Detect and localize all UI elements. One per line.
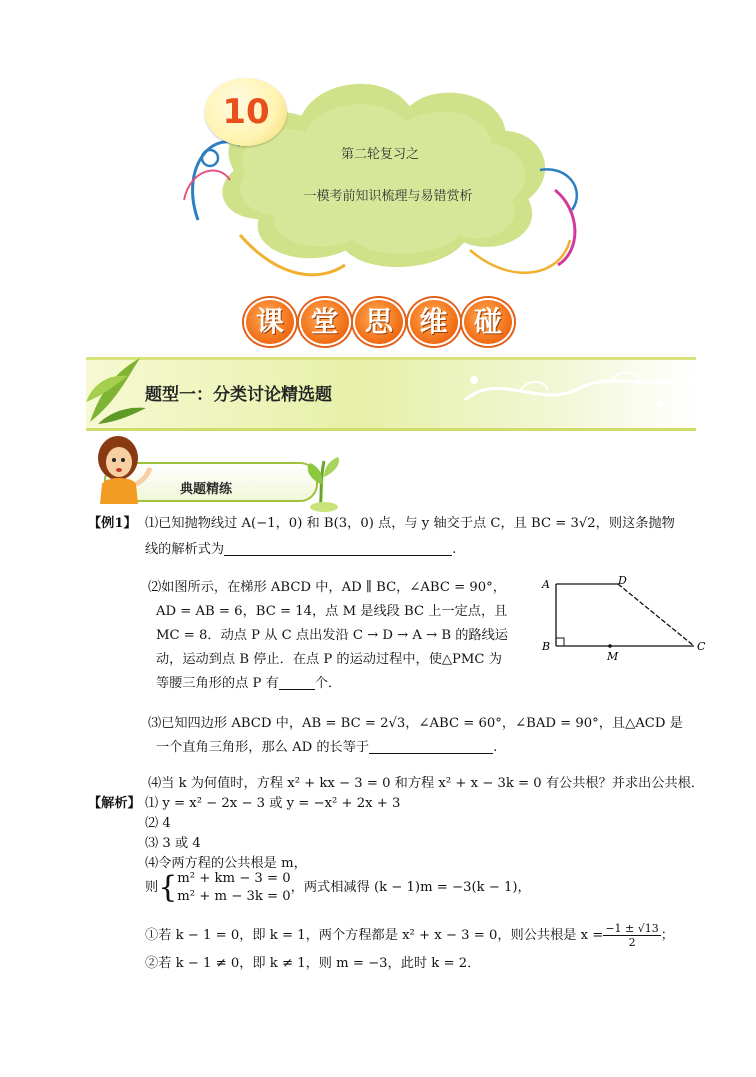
case-1: [145, 922, 674, 949]
trapezoid-figure: [536, 574, 716, 664]
banner-char: 碰: [462, 298, 514, 346]
answer-blank: [279, 673, 315, 690]
vine-decoration-icon: [460, 360, 690, 422]
question-2-line: AD = AB = 6，BC = 14，点 M 是线段 BC 上一定点，且: [156, 604, 508, 619]
question-2-line: ⑵如图所示，在梯形 ABCD 中，AD ∥ BC，∠ABC = 90°，: [148, 580, 506, 595]
question-3-line-2: [156, 736, 497, 760]
question-2-line: 动，运动到点 B 停止．在点 P 的运动过程中，使△PMC 为: [156, 652, 502, 667]
vertex-label-a: A: [542, 578, 550, 591]
case-2: ②若 k − 1 ≠ 0，即 k ≠ 1，则 m = −3，此时 k = 2．: [145, 956, 481, 971]
question-1-text: 线的解析式为: [145, 542, 225, 557]
section-title: 题型一：分类讨论精选题: [145, 385, 332, 405]
case-1-text: ①若 k − 1 = 0，即 k = 1，两个方程都是 x² + x − 3 = 0，则公共根是 x =: [145, 927, 604, 943]
question-3-text: 一个直角三角形，那么 AD 的长等于: [156, 740, 370, 755]
lesson-number-badge: 10: [205, 78, 287, 146]
vertex-label-b: B: [542, 640, 551, 653]
question-2-line: MC = 8．动点 P 从 C 点出发沿 C → D → A → B 的路线运: [156, 628, 508, 643]
question-3-line-1: ⑶已知四边形 ABCD 中，AB = BC = 2√3，∠ABC = 60°，∠BAD = 90°，且△ACD 是: [148, 716, 683, 731]
system-suffix: ，两式相减得 (k − 1)m = −3(k − 1)，: [290, 880, 531, 895]
question-2-line: 等腰三角形的点 P 有: [156, 676, 279, 691]
question-3-end: .: [493, 740, 498, 755]
banner-char: 维: [408, 298, 460, 346]
answer-1: ⑴ y = x² − 2x − 3 或 y = −x² + 2x + 3: [145, 796, 401, 811]
banner-char: 思: [353, 298, 405, 346]
solution-tag: 【解析】: [88, 796, 141, 811]
banner-char: 堂: [299, 298, 351, 346]
system-equation: m² + m − 3k = 0: [177, 889, 291, 904]
fraction-denominator: 2: [628, 936, 636, 949]
vertex-label-c: C: [697, 640, 706, 653]
answer-2: ⑵ 4: [145, 816, 171, 831]
case-1-end: ；: [660, 927, 674, 943]
banner-title: [244, 298, 514, 344]
brace-icon: {: [158, 870, 178, 905]
answer-blank: [224, 539, 452, 556]
fraction: [603, 922, 660, 949]
question-4: ⑷当 k 为何值时，方程 x² + kx − 3 = 0 和方程 x² + x − 3k = 0 有公共根？并求出公共根．: [148, 776, 705, 791]
question-2-end: 个．: [314, 676, 342, 691]
system-equation: m² + km − 3 = 0: [177, 871, 291, 886]
cartoon-teacher-icon: [88, 432, 158, 506]
vertex-label-d: D: [618, 574, 627, 587]
question-1-line-1: ⑴已知抛物线过 A(−1，0) 和 B(3，0) 点，与 y 轴交于点 C，且 BC = 3√2，则这条抛物: [145, 516, 675, 531]
system-prefix: 则: [145, 880, 159, 895]
sprout-icon: [300, 455, 346, 513]
header-line-1: 第二轮复习之: [340, 147, 419, 162]
fraction-numerator: −1 ± √13: [605, 922, 659, 935]
answer-blank: [369, 737, 493, 754]
equation-system: [145, 870, 531, 906]
question-1-line-2: [145, 538, 456, 562]
point-label-m: M: [607, 650, 619, 663]
system-equations: [177, 870, 290, 906]
header-line-2: 一模考前知识梳理与易错赏析: [303, 189, 473, 204]
question-1-end: .: [452, 542, 457, 557]
answer-4: ⑷令两方程的公共根是 m，: [145, 856, 307, 871]
example-tag: 【例1】: [88, 516, 137, 531]
question-2: [148, 576, 528, 696]
banner-char: 课: [244, 298, 296, 346]
subsection-label: 典题精练: [180, 482, 233, 497]
leaf-icon: [80, 352, 150, 428]
answer-3: ⑶ 3 或 4: [145, 836, 201, 851]
